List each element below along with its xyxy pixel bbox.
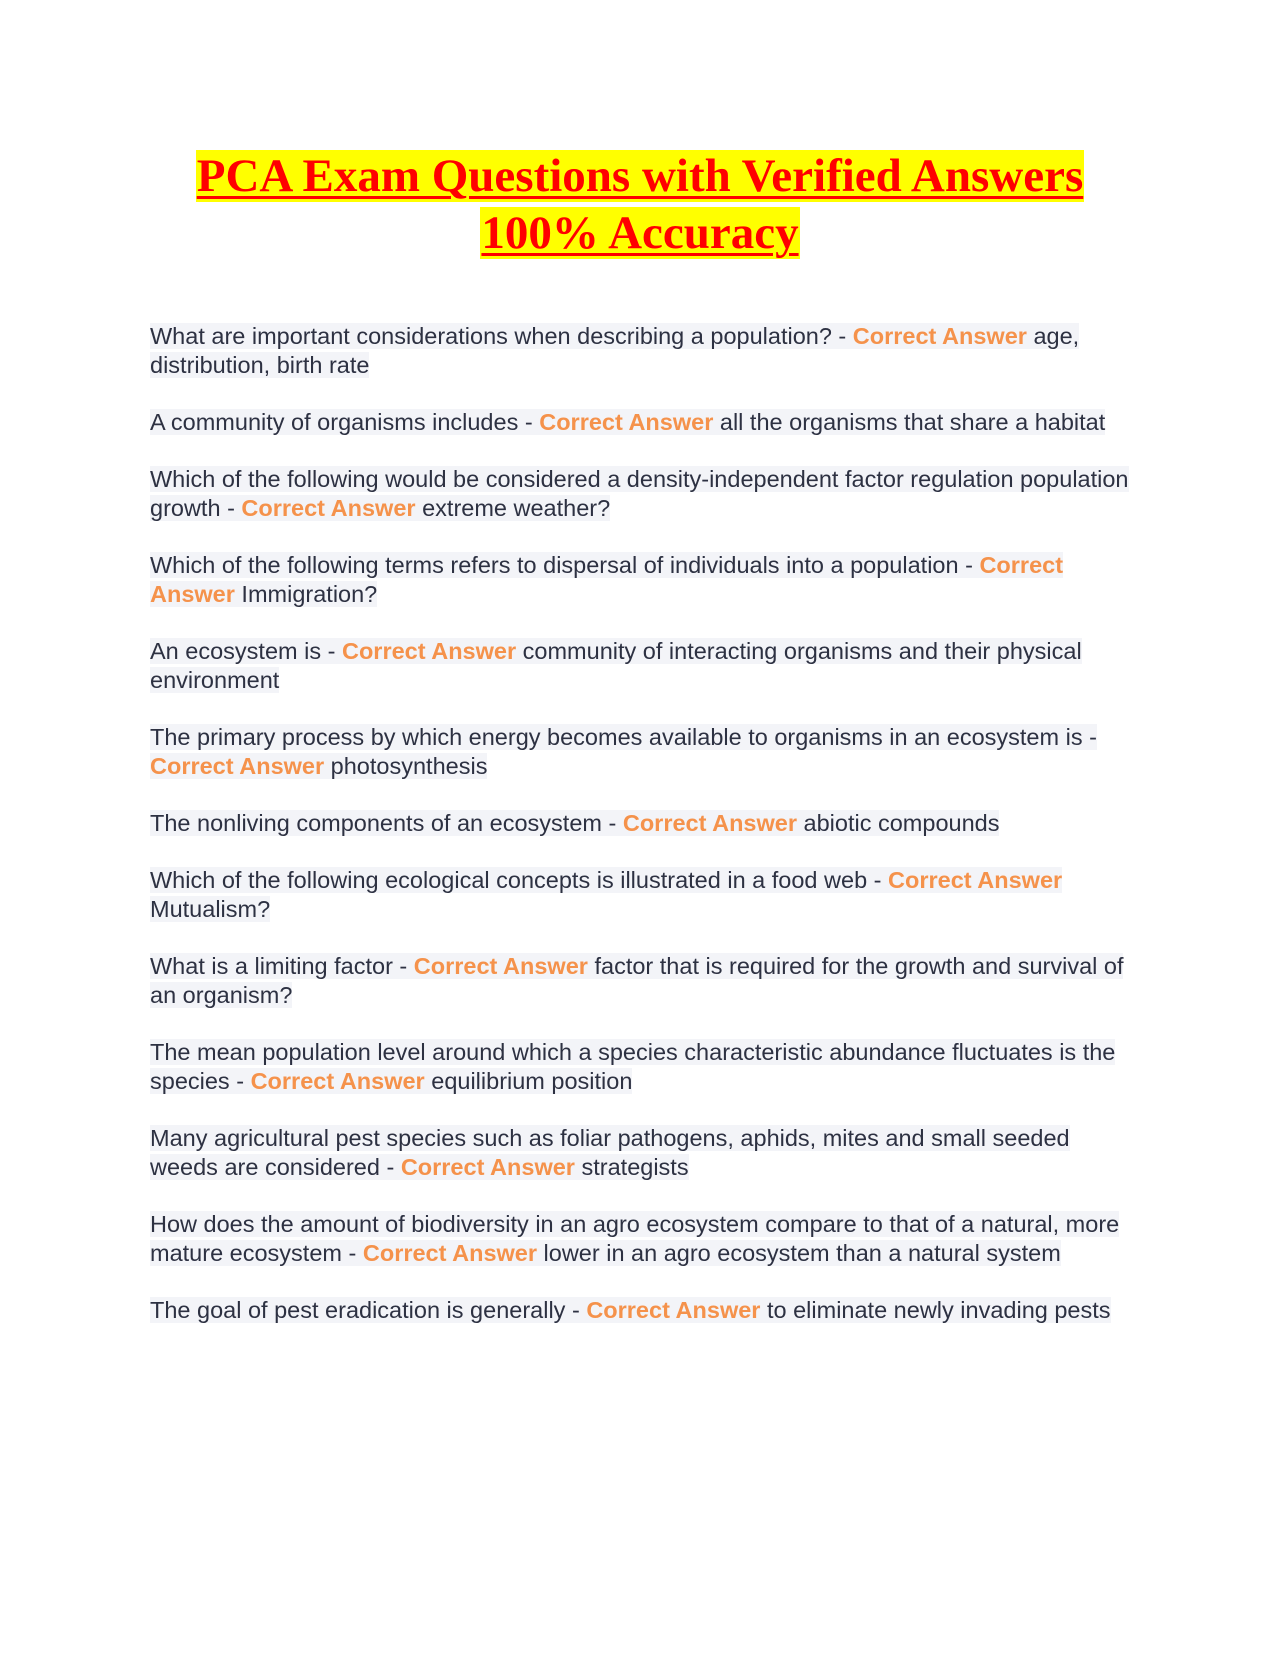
correct-answer-label: Correct Answer [400, 1154, 575, 1180]
correct-answer-label: Correct Answer [150, 552, 1064, 607]
document-title [120, 148, 1160, 262]
question-text: The goal of pest eradication is generally - [150, 1297, 580, 1323]
answer-text: extreme weather? [422, 495, 611, 521]
question-text: How does the amount of biodiversity in an agro ecosystem compare to that of a natural, more mature ecosystem - [150, 1211, 1120, 1266]
question-text: The nonliving components of an ecosystem - [150, 810, 617, 836]
qa-item [150, 1296, 1140, 1325]
correct-answer-label: Correct Answer [622, 810, 797, 836]
question-text: Many agricultural pest species such as foliar pathogens, aphids, mites and small seeded weeds are considered - [150, 1125, 1070, 1180]
qa-item [150, 637, 1140, 695]
qa-item [150, 465, 1140, 523]
qa-item-text [150, 409, 1105, 435]
title-line-1: PCA Exam Questions with Verified Answers [196, 150, 1084, 202]
qa-item [150, 1038, 1140, 1096]
question-text: What are important considerations when describing a population? - [150, 323, 847, 349]
correct-answer-label: Correct Answer [150, 753, 325, 779]
answer-text: factor that is required for the growth and survival of an organism? [150, 953, 1124, 1008]
qa-item-text [150, 323, 1079, 378]
question-text: The mean population level around which a species characteristic abundance fluctuates is the species - [150, 1039, 1116, 1094]
qa-item [150, 866, 1140, 924]
question-text: Which of the following terms refers to dispersal of individuals into a population - [150, 552, 973, 578]
qa-item-text [150, 953, 1123, 1008]
qa-item [150, 809, 1140, 838]
correct-answer-label: Correct Answer [539, 409, 714, 435]
answer-text: age, distribution, birth rate [150, 323, 1080, 378]
correct-answer-label: Correct Answer [888, 867, 1063, 893]
qa-item-text [150, 1211, 1119, 1266]
question-text: Which of the following would be considered a density-independent factor regulation population growth - [150, 466, 1129, 521]
title-line-2: 100% Accuracy [481, 207, 799, 259]
answer-text: lower in an agro ecosystem than a natural system [543, 1240, 1061, 1266]
qa-item [150, 1124, 1140, 1182]
correct-answer-label: Correct Answer [362, 1240, 538, 1266]
question-text: A community of organisms includes - [150, 409, 533, 435]
question-text: The primary process by which energy becomes available to organisms in an ecosystem is - [150, 724, 1097, 750]
qa-item [150, 408, 1140, 437]
qa-item [150, 1210, 1140, 1268]
qa-list [150, 322, 1140, 1353]
qa-item [150, 551, 1140, 609]
answer-text: all the organisms that share a habitat [719, 409, 1106, 435]
qa-item-text [150, 552, 1063, 607]
qa-item-text [150, 1297, 1111, 1323]
qa-item [150, 723, 1140, 781]
answer-text: to eliminate newly invading pests [766, 1297, 1111, 1323]
answer-text: equilibrium position [431, 1068, 633, 1094]
correct-answer-label: Correct Answer [852, 323, 1027, 349]
answer-text: Mutualism? [150, 896, 271, 922]
correct-answer-label: Correct Answer [586, 1297, 761, 1323]
correct-answer-label: Correct Answer [413, 953, 588, 979]
qa-item-text [150, 1039, 1115, 1094]
qa-item-text [150, 466, 1129, 521]
correct-answer-label: Correct Answer [241, 495, 416, 521]
answer-text: community of interacting organisms and their physical environment [150, 638, 1082, 693]
qa-item-text [150, 724, 1097, 779]
question-text: What is a limiting factor - [150, 953, 408, 979]
correct-answer-label: Correct Answer [341, 638, 517, 664]
qa-item-text [150, 1125, 1070, 1180]
question-text: An ecosystem is - [150, 638, 336, 664]
answer-text: abiotic compounds [803, 810, 1000, 836]
qa-item-text [150, 638, 1082, 693]
qa-item-text [150, 867, 1062, 922]
question-text: Which of the following ecological concepts is illustrated in a food web - [150, 867, 882, 893]
qa-item [150, 952, 1140, 1010]
qa-item [150, 322, 1140, 380]
answer-text: photosynthesis [330, 753, 488, 779]
answer-text: Immigration? [241, 581, 378, 607]
qa-item-text [150, 810, 999, 836]
correct-answer-label: Correct Answer [250, 1068, 425, 1094]
answer-text: strategists [581, 1154, 689, 1180]
